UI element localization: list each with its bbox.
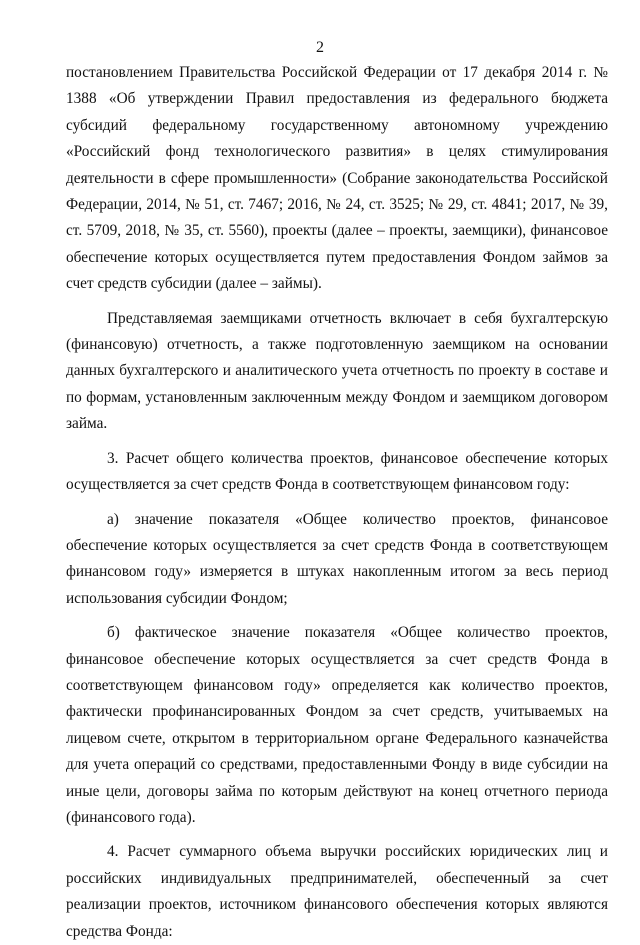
- paragraph-item-4: 4. Расчет суммарного объема выручки российских юридических лиц и российских индивидуальных предпринимателей, обеспеченный за счет реализации проектов, источником финансового обеспечения которых являются средства Фонда:: [66, 843, 608, 940]
- paragraph-reporting: Представляемая заемщиками отчетность включает в себя бухгалтерскую (финансовую) отчетность, а также подготовленную заемщиком на основании данных бухгалтерского и аналитического учета отчетность по проекту в составе и по формам, установленным заключенным между Фондом и заемщиком договором займа.: [66, 309, 608, 433]
- page-number: 2: [316, 39, 324, 56]
- paragraph-item-3b: б) фактическое значение показателя «Общее количество проектов, финансовое обеспечение которых осуществляется за счет средств Фонда в соответствующем финансовом году» определяется как количество проектов, фактически профинансированных Фондом за счет средств, учитываемых на лицевом счете, открытом в территориальном органе Федерального казначейства для учета операций со средствами, предоставленными Фонду в виде субсидии на иные цели, договоры займа по которым действуют на конец отчетного периода (финансового года).: [66, 624, 608, 826]
- paragraph-item-3: 3. Расчет общего количества проектов, финансовое обеспечение которых осуществляется за счет средств Фонда в соответствующем финансовом году:: [66, 449, 608, 494]
- paragraph-continuation: постановлением Правительства Российской Федерации от 17 декабря 2014 г. № 1388 «Об утверждении Правил предоставления из федерального бюджета субсидий федеральному государственному автономному учреждению «Российский фонд технологического развития» в целях стимулирования деятельности в сфере промышленности» (Собрание законодательства Российской Федерации, 2014, № 51, ст. 7467; 2016, № 24, ст. 3525; № 29, ст. 4841; 2017, № 39, ст. 5709, 2018, № 35, ст. 5560), проекты (далее – проекты, заемщики), финансовое обеспечение которых осуществляется путем предоставления Фондом займов за счет средств субсидии (далее – займы).: [66, 64, 608, 293]
- document-body: [66, 60, 608, 945]
- paragraph-item-3a: а) значение показателя «Общее количество проектов, финансовое обеспечение которых осуществляется за счет средств Фонда в соответствующем финансовом году» измеряется в штуках накопленным итогом за весь период использования субсидии Фондом;: [66, 510, 608, 607]
